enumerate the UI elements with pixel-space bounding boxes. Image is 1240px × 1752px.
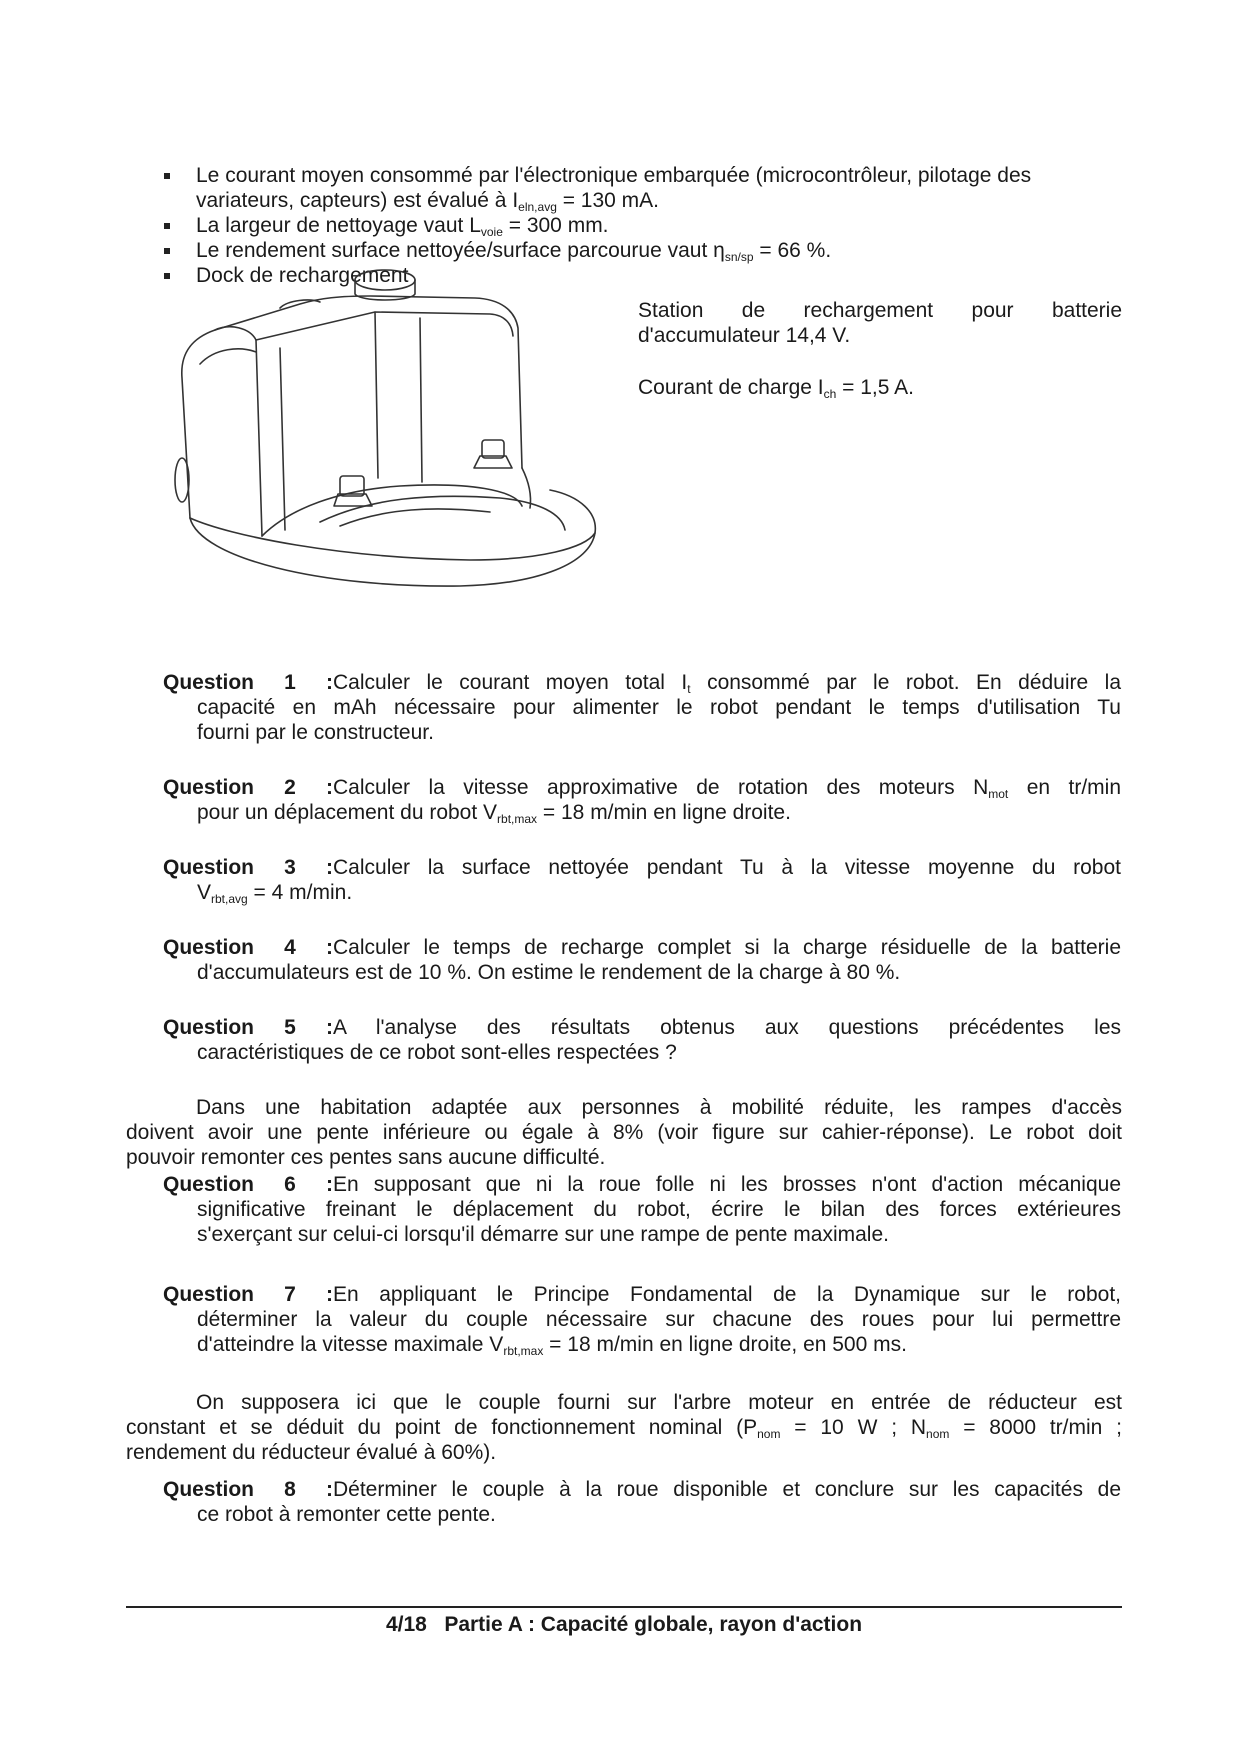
- question-label: Question 7 :: [163, 1283, 333, 1306]
- question-7: [163, 1282, 1121, 1357]
- subscript: ch: [823, 387, 837, 401]
- bullet-text: = 130 mA.: [556, 189, 660, 212]
- bullet-text: = 66 %.: [753, 239, 832, 262]
- paragraph-text: pouvoir remonter ces pentes sans aucune difficulté.: [126, 1146, 606, 1169]
- paragraph-text: Dans une habitation adaptée aux personnes à mobilité réduite, les rampes d'accès: [196, 1096, 1122, 1119]
- bullet-text: = 300 mm.: [502, 214, 609, 237]
- ramp-paragraph: [126, 1095, 1122, 1170]
- footer-divider: [126, 1606, 1122, 1608]
- subscript: mot: [988, 787, 1009, 801]
- question-text: En supposant que ni la roue folle ni les brosses n'ont d'action mécanique: [333, 1173, 1121, 1196]
- question-2: [163, 775, 1121, 825]
- question-1: [163, 670, 1121, 745]
- question-4: [163, 935, 1121, 985]
- question-label: Question 4 :: [163, 936, 333, 959]
- bullet-surface-efficiency: [162, 238, 1122, 263]
- charge-current: [638, 375, 1122, 400]
- subscript: t: [687, 682, 691, 696]
- question-text: consommé par le robot. En déduire la: [690, 671, 1121, 694]
- question-text: en tr/min: [1008, 776, 1121, 799]
- page-footer: 4/18 Partie A : Capacité globale, rayon d'action: [385, 1613, 863, 1636]
- question-label: Question 2 :: [163, 776, 333, 799]
- question-text: = 18 m/min en ligne droite, en 500 ms.: [543, 1333, 907, 1356]
- station-line-2: d'accumulateur 14,4 V.: [638, 324, 851, 347]
- question-text: V: [197, 881, 212, 904]
- bullet-cleaning-width: [162, 213, 1122, 238]
- bullet-electronics-current: [162, 163, 1122, 213]
- question-text: d'atteindre la vitesse maximale V: [197, 1333, 504, 1356]
- charge-text: = 1,5 A.: [836, 376, 914, 399]
- question-text: d'accumulateurs est de 10 %. On estime le rendement de la charge à 80 %.: [197, 961, 901, 984]
- question-text: Calculer le courant moyen total I: [333, 671, 688, 694]
- question-3: [163, 855, 1121, 905]
- question-label: Question 3 :: [163, 856, 333, 879]
- question-text: Déterminer le couple à la roue disponible et conclure sur les capacités de: [333, 1478, 1121, 1501]
- question-text: s'exerçant sur celui-ci lorsqu'il démarre sur une rampe de pente maximale.: [197, 1223, 889, 1246]
- question-text: capacité en mAh nécessaire pour alimenter le robot pendant le temps d'utilisation Tu: [197, 696, 1121, 719]
- question-label: Question 5 :: [163, 1016, 333, 1039]
- question-text: En appliquant le Principe Fondamental de la Dynamique sur le robot,: [333, 1283, 1121, 1306]
- subscript: rbt,max: [497, 812, 538, 826]
- charging-dock-illustration: [170, 268, 610, 598]
- station-line-1: Station de rechargement pour batterie: [638, 299, 1122, 322]
- question-text: Calculer la vitesse approximative de rotation des moteurs N: [333, 776, 989, 799]
- question-text: caractéristiques de ce robot sont-elles respectées ?: [197, 1041, 677, 1064]
- question-text: déterminer la valeur du couple nécessaire sur chacune des roues pour lui permettre: [197, 1308, 1121, 1331]
- bullet-text: Le rendement surface nettoyée/surface parcourue vaut η: [196, 239, 725, 262]
- question-text: = 18 m/min en ligne droite.: [537, 801, 791, 824]
- question-text: Calculer la surface nettoyée pendant Tu à la vitesse moyenne du robot: [333, 856, 1121, 879]
- subscript: rbt,avg: [211, 892, 248, 906]
- subscript: nom: [757, 1427, 781, 1441]
- paragraph-line: [126, 1415, 1122, 1440]
- bullet-text: Dock de rechargement: [196, 264, 409, 287]
- question-label: Question 6 :: [163, 1173, 333, 1196]
- question-text: A l'analyse des résultats obtenus aux questions précédentes les: [333, 1016, 1121, 1039]
- question-text: Calculer le temps de recharge complet si la charge résiduelle de la batterie: [333, 936, 1121, 959]
- question-6: [163, 1172, 1121, 1247]
- question-5: [163, 1015, 1121, 1065]
- paragraph-text: constant et se déduit du point de fonctionnement nominal (P: [126, 1416, 758, 1439]
- charge-text: Courant de charge I: [638, 376, 824, 399]
- paragraph-text: On supposera ici que le couple fourni sur l'arbre moteur en entrée de réducteur est: [196, 1391, 1122, 1414]
- question-text: = 4 m/min.: [247, 881, 353, 904]
- question-text: ce robot à remonter cette pente.: [197, 1503, 496, 1526]
- question-text: fourni par le constructeur.: [197, 721, 434, 744]
- subscript: voie: [480, 225, 503, 239]
- subscript: rbt,max: [503, 1344, 544, 1358]
- paragraph-text: rendement du réducteur évalué à 60%).: [126, 1441, 497, 1464]
- subscript: sn/sp: [724, 250, 754, 264]
- question-text: pour un déplacement du robot V: [197, 801, 498, 824]
- dock-description: [638, 298, 1122, 400]
- paragraph-text: = 8000 tr/min ;: [949, 1416, 1123, 1439]
- question-label: Question 8 :: [163, 1478, 333, 1501]
- bullet-text: La largeur de nettoyage vaut L: [196, 214, 481, 237]
- subscript: nom: [926, 1427, 950, 1441]
- question-8: [163, 1477, 1121, 1527]
- torque-paragraph: [126, 1390, 1122, 1465]
- question-label: Question 1 :: [163, 671, 333, 694]
- question-text: significative freinant le déplacement du robot, écrire le bilan des forces extérieures: [197, 1198, 1121, 1221]
- paragraph-text: = 10 W ; N: [780, 1416, 927, 1439]
- subscript: eln,avg: [518, 200, 557, 214]
- bullet-text: Le courant moyen consommé par l'électronique embarquée (microcontrôleur, pilotage des variateurs, capteurs) est évalué à I: [196, 164, 1032, 212]
- paragraph-text: doivent avoir une pente inférieure ou égale à 8% (voir figure sur cahier-réponse). Le robot doit: [126, 1121, 1122, 1144]
